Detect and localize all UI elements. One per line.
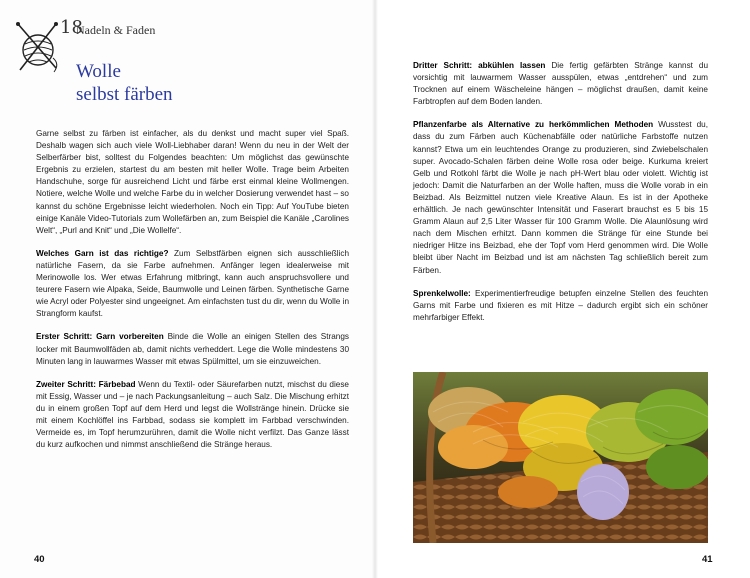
title-line-2: selbst färben — [76, 84, 173, 105]
step1-text: Binde die Wolle an einigen Stellen des Strangs locker mit Baumwollfäden ab, damit nichts verheddert. Lege die Wolle mindestens 30 Minuten lang in lauwarmes Wasser mit etwas Spülmittel, um sie einzuweichen. — [36, 332, 349, 366]
yarn-ball-knitting-needles-icon — [16, 18, 62, 74]
page-number-right: 41 — [702, 554, 713, 565]
step3-text: Die fertig gefärbten Stränge kannst du vorsichtig mit lauwarmem Wasser ausspülen, etwas „entdrehen“ und zum Trocknen auf einem Wäscheleine hängen – möglichst draußen, damit keine Farbtropfen auf dem Boden landen. — [413, 61, 708, 107]
plant-paragraph — [413, 119, 708, 276]
sprenkel-text: Experimentierfreudige betupfen einzelne Stellen des feuchten Garns mit Farbe und fixieren es mit Hitze – dadurch ergibt sich ein schöner mehrfarbiger Effekt. — [413, 288, 708, 322]
step2-heading: Zweiter Schritt: Färbebad — [36, 379, 136, 389]
step1-paragraph — [36, 331, 349, 367]
dyed-yarn-skeins-in-wicker-basket-photo — [413, 372, 708, 543]
book-spine — [372, 0, 378, 578]
title-line-1: Wolle — [76, 61, 121, 82]
left-text-column — [36, 128, 349, 462]
garn-heading: Welches Garn ist das richtige? — [36, 248, 169, 258]
plant-heading: Pflanzenfarbe als Alternative zu herkömmlichen Methoden — [413, 120, 654, 130]
page-number-left: 40 — [34, 554, 45, 565]
sprenkel-heading: Sprenkelwolle: — [413, 288, 471, 298]
step3-heading: Dritter Schritt: abkühlen lassen — [413, 61, 546, 70]
step2-paragraph — [36, 379, 349, 452]
step3-paragraph — [413, 60, 708, 108]
garn-paragraph — [36, 248, 349, 321]
sprenkel-paragraph — [413, 288, 708, 324]
page-title — [76, 60, 173, 106]
chapter-name: Nadeln & Faden — [76, 23, 156, 37]
garn-text: Zum Selbstfärben eignen sich ausschließlich natürliche Fasern, da sie Farbe aufnehmen. Anfänger legen idealerweise mit Merinowolle los. Wer etwas Erfahrung mitbringt, kann auch anspruchsvollere und teurere Fasern wie Alpaka, Seide, Baumwolle und Leinen färben. Synthetische Garne wie Acryl oder Polyester sind ungeeignet. Am einfachsten tust du dir, wenn du Wolle in Strangform kaufst. — [36, 248, 350, 319]
right-text-column — [413, 60, 708, 335]
plant-text: Wusstest du, dass du zum Färben auch Küchenabfälle oder natürliche Farbstoffe nutzen kannst? Etwa um ein leuchtendes Orange zu produzieren, sind Zwiebelschalen super. Avocado-Schalen färben deine Wolle rosa oder beige. Kurkuma kreiert Gelb und Rotkohl färbt die Wolle je nach pH-Wert blau oder violett. Wichtig ist jedoch: Damit die Naturfarben an der Wolle haften, muss die Wolle vorab in ein Beizbad. Als Beizmittel nutzen viele Kreative Alaun. Es ist in der Apotheke erhältlich. Je nach gewünschter Intensität und Faserart brauchst es 5 bis 15 Gramm Alaun auf 2,5 Liter Wasser für 100 Gramm Wolle. Die Alaunlösung wird nach dem Mischen erhitzt. Dann kommen die Stränge für eine Stunde bei niedriger Hitze ins Beizbad, ehe der Topf vom Herd genommen wird. Die Wolle bleibt über Nacht im Beizbad und ist am nächsten Tag schließlich bereit zum Färben. — [413, 120, 708, 275]
step1-heading: Erster Schritt: Garn vorbereiten — [36, 332, 164, 342]
chapter-number: 18 — [60, 17, 83, 38]
intro-paragraph: Garne selbst zu färben ist einfacher, als du denkst und macht super viel Spaß. Deshalb wagen sich auch viele Woll-Liebhaber daran! Wenn du neu in der Welt der Selberfärber bist, solltest du Folgendes beachten: Um möglichst das gewünschte Ergebnis zu erzielen, startest du am besten mit heller Wolle. Trage beim Arbeiten Handschuhe, sorge für ausreichend Licht und färbe erst einmal kleine Wollmengen. Notiere, welche Wolle und welche Farbe du in welcher Dosierung verwendet hast – so kannst du schöne Ergebnisse leicht wiederholen. Noch ein Tipp: Auf YouTube bieten einige Kanäle Video-Tutorials zum Wollefärben an, zum Beispiel die Kanäle „Carolines Welt“, „Purl and Knit“ und „Die Wollelfe“. — [36, 129, 349, 235]
step2-text: Wenn du Textil- oder Säurefarben nutzt, mischst du diese mit Essig, Wasser und – je nach Packungsanleitung – auch Salz. Die Mischung erhitzt du in einem großen Topf auf dem Herd und legst die Wollstränge hinein. Drücke sie mit einem Kochlöffel ins Farbbad, sodass sie komplett im Farbbad verschwinden. Vermeide es, im Topf herumzurühren, damit die Wolle nicht verfilzt. Das Ganze lässt du kurz aufkochen und nimmst anschließend die Stränge heraus. — [36, 379, 349, 450]
